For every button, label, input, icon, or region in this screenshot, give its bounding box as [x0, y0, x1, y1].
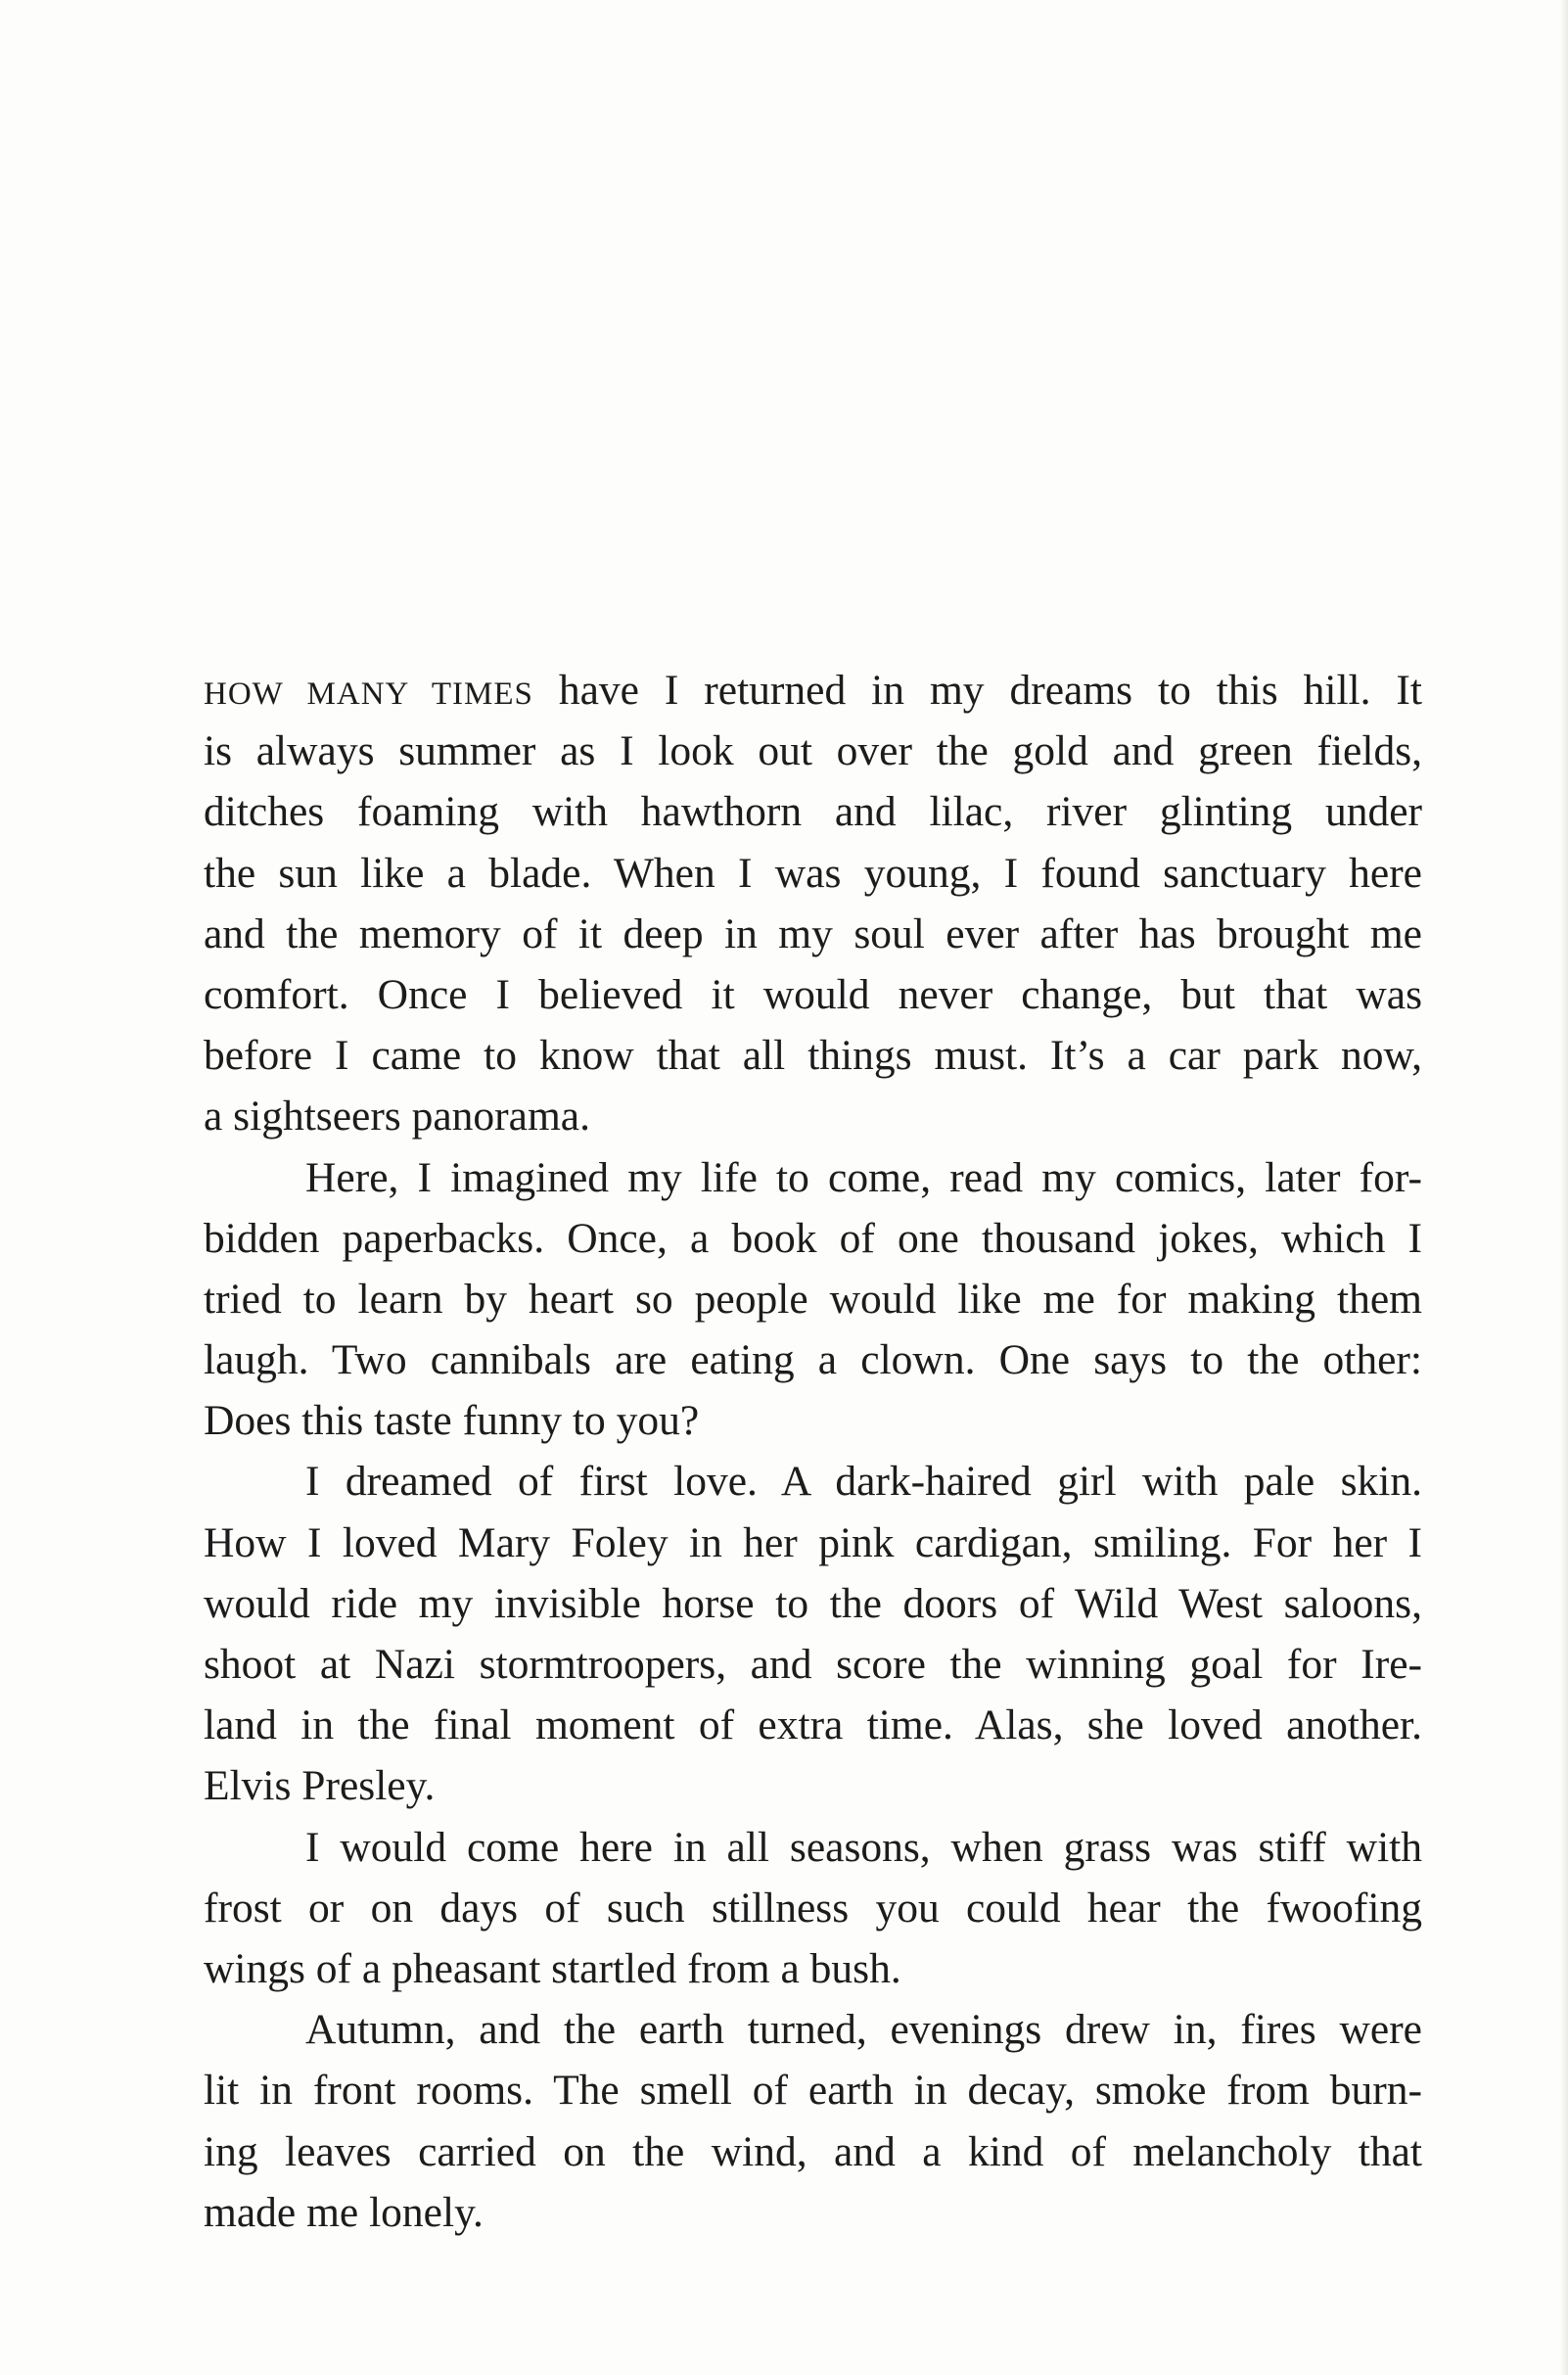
text-line: wings of a pheasant startled from a bush.	[204, 1944, 901, 1992]
text-line: Does this taste funny to you?	[204, 1397, 700, 1445]
text-line: a sightseers panorama.	[204, 1093, 590, 1141]
text-line: the sun like a blade. When I was young, I found sanctuary here	[204, 849, 1422, 897]
text-line: lit in front rooms. The smell of earth in decay, smoke from burn-	[204, 2067, 1422, 2115]
paragraph	[204, 1147, 1422, 1452]
text-line: ditches foaming with hawthorn and lilac, river glinting under	[204, 788, 1422, 836]
paragraph	[204, 1817, 1422, 2000]
page-edge-shadow	[1560, 0, 1568, 2375]
paragraph	[204, 1999, 1422, 2243]
text-line: I would come here in all seasons, when grass was stiff with	[305, 1823, 1422, 1871]
text-line: I dreamed of first love. A dark-haired girl with pale skin.	[305, 1458, 1422, 1506]
body-text	[204, 660, 1422, 2243]
text-line: frost or on days of such stillness you could hear the fwoofing	[204, 1884, 1422, 1932]
text-line: land in the final moment of extra time. Alas, she loved another.	[204, 1701, 1422, 1749]
text-line: HOW MANY TIMES have I returned in my dreams to this hill. It	[204, 667, 1423, 714]
text-line: bidden paperbacks. Once, a book of one thousand jokes, which I	[204, 1214, 1422, 1262]
text-line: before I came to know that all things must. It’s a car park now,	[204, 1032, 1422, 1080]
text-line: How I loved Mary Foley in her pink cardigan, smiling. For her I	[204, 1518, 1422, 1566]
text-line: Elvis Presley.	[204, 1762, 436, 1810]
text-line: comfort. Once I believed it would never change, but that was	[204, 970, 1422, 1018]
text-line: shoot at Nazi stormtroopers, and score the winning goal for Ire-	[204, 1641, 1422, 1688]
text-line: laugh. Two cannibals are eating a clown. One says to the other:	[204, 1336, 1422, 1384]
text-line: is always summer as I look out over the gold and green fields,	[204, 727, 1422, 775]
text-line: would ride my invisible horse to the doors of Wild West saloons,	[204, 1579, 1422, 1627]
text-line: Here, I imagined my life to come, read my comics, later for-	[305, 1153, 1422, 1201]
lead-in-smallcaps: HOW MANY TIMES	[204, 676, 533, 712]
text-line: made me lonely.	[204, 2188, 484, 2236]
text-line: tried to learn by heart so people would like me for making them	[204, 1275, 1422, 1323]
text-line: Autumn, and the earth turned, evenings drew in, fires were	[305, 2006, 1422, 2054]
text-line: and the memory of it deep in my soul ever after has brought me	[204, 909, 1422, 957]
paragraph	[204, 660, 1422, 1147]
text-line: ing leaves carried on the wind, and a kind of melancholy that	[204, 2127, 1422, 2175]
paragraph	[204, 1451, 1422, 1816]
